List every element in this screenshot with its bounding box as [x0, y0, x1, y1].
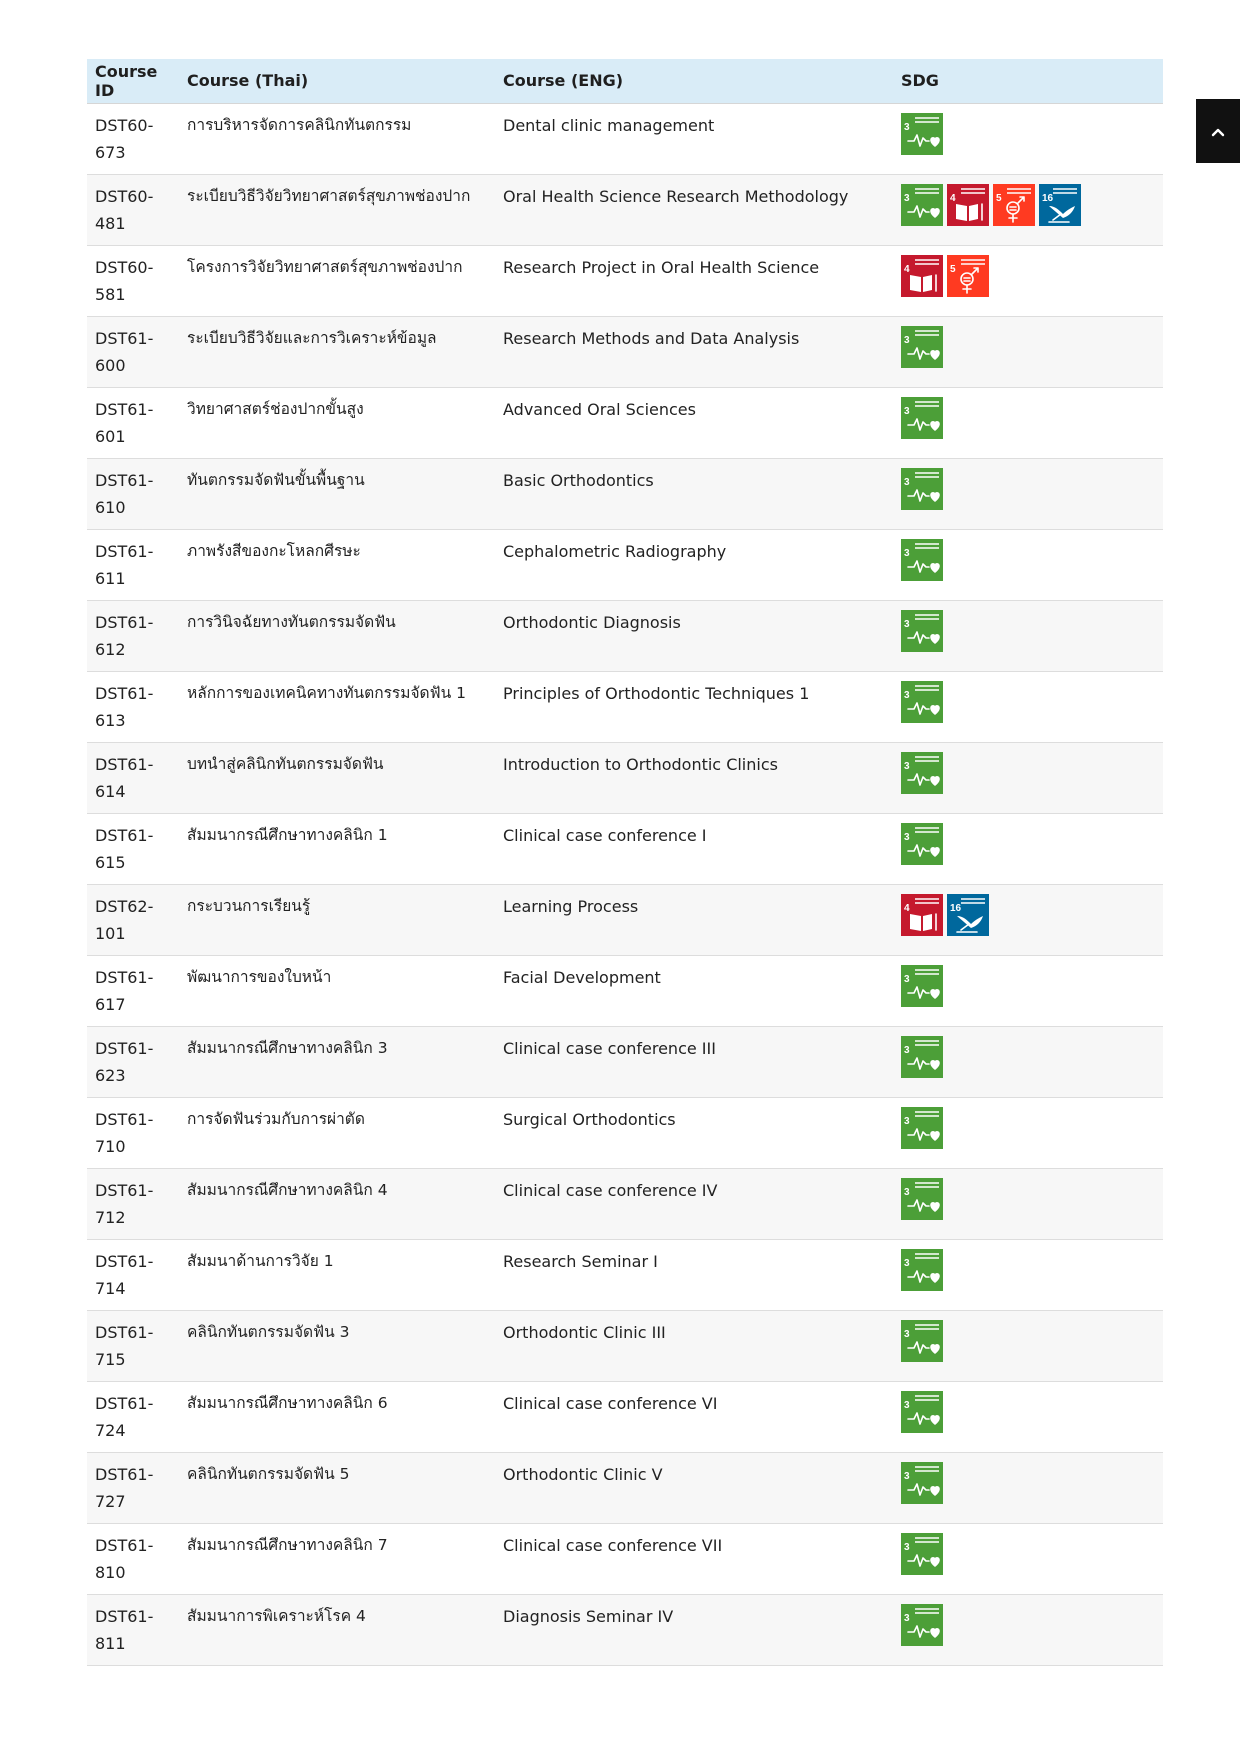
sdg-goal-number: 16 [950, 902, 962, 914]
sdg-goal-number: 3 [904, 1115, 910, 1127]
heartbeat-icon [901, 681, 943, 723]
course-id-prefix: DST60- [95, 115, 154, 135]
table-row [87, 1523, 1163, 1594]
heartbeat-icon [901, 1320, 943, 1362]
course-id-cell [87, 1381, 179, 1452]
sdg-goal-number: 4 [904, 902, 910, 914]
table-header-row [87, 59, 1163, 103]
course-id-prefix: DST61- [95, 1251, 154, 1271]
table-header [87, 59, 1163, 103]
course-id-prefix: DST61- [95, 825, 154, 845]
table-row [87, 387, 1163, 458]
table-row [87, 742, 1163, 813]
sdg-cell [893, 600, 1163, 671]
course-table-container [87, 59, 1163, 1666]
course-id-number: 581 [95, 284, 126, 304]
sdg-3-icon[interactable] [901, 1391, 943, 1433]
course-id-number: 724 [95, 1420, 126, 1440]
course-eng-name: Basic Orthodontics [503, 470, 654, 490]
table-row [87, 1452, 1163, 1523]
course-id-number: 610 [95, 497, 126, 517]
course-thai-name: ระเบียบวิธีวิจัยและการวิเคราะห์ข้อมูล [187, 328, 437, 347]
sdg-icon-list [901, 822, 1155, 865]
sdg-goal-number: 4 [904, 263, 910, 275]
sdg-4-icon[interactable] [947, 184, 989, 226]
sdg-cell [893, 529, 1163, 600]
book-icon [901, 255, 943, 297]
table-row [87, 1239, 1163, 1310]
sdg-icon-list [901, 893, 1155, 936]
course-id-number: 481 [95, 213, 126, 233]
course-id-number: 715 [95, 1349, 126, 1369]
heartbeat-icon [901, 539, 943, 581]
table-row [87, 174, 1163, 245]
sdg-goal-number: 3 [904, 1612, 910, 1624]
table-row [87, 955, 1163, 1026]
sdg-icon-list [901, 467, 1155, 510]
course-id-number: 613 [95, 710, 126, 730]
sdg-3-icon[interactable] [901, 468, 943, 510]
course-id-cell [87, 884, 179, 955]
sdg-icon-list [901, 964, 1155, 1007]
sdg-5-icon[interactable] [993, 184, 1035, 226]
heartbeat-icon [901, 468, 943, 510]
course-thai-name: วิทยาศาสตร์ช่องปากขั้นสูง [187, 399, 364, 418]
sdg-4-icon[interactable] [901, 255, 943, 297]
table-row [87, 1594, 1163, 1665]
course-id-cell [87, 1097, 179, 1168]
course-thai-name: การบริหารจัดการคลินิกทันตกรรม [187, 115, 412, 134]
course-id-prefix: DST61- [95, 1535, 154, 1555]
course-id-prefix: DST61- [95, 1109, 154, 1129]
course-thai-name: สัมมนากรณีศึกษาทางคลินิก 3 [187, 1038, 388, 1057]
sdg-cell [893, 955, 1163, 1026]
sdg-icon-list [901, 1106, 1155, 1149]
sdg-cell [893, 387, 1163, 458]
course-eng-name: Oral Health Science Research Methodology [503, 186, 849, 206]
chevron-up-icon [1211, 122, 1225, 141]
sdg-cell [893, 316, 1163, 387]
course-thai-name: คลินิกทันตกรรมจัดฟัน 5 [187, 1464, 350, 1483]
course-thai-name: การวินิจฉัยทางทันตกรรมจัดฟัน [187, 612, 396, 631]
sdg-3-icon[interactable] [901, 113, 943, 155]
course-eng-name: Clinical case conference VI [503, 1393, 718, 1413]
sdg-3-icon[interactable] [901, 1178, 943, 1220]
sdg-icon-list [901, 1390, 1155, 1433]
table-body [87, 103, 1163, 1665]
sdg-cell [893, 813, 1163, 884]
sdg-goal-number: 3 [904, 547, 910, 559]
sdg-cell [893, 1310, 1163, 1381]
course-id-cell [87, 245, 179, 316]
sdg-16-icon[interactable] [1039, 184, 1081, 226]
course-id-prefix: DST61- [95, 1464, 154, 1484]
sdg-icon-list [901, 680, 1155, 723]
table-row [87, 458, 1163, 529]
sdg-goal-number: 3 [904, 760, 910, 772]
course-eng-name: Orthodontic Clinic V [503, 1464, 663, 1484]
course-thai-name: ทันตกรรมจัดฟันขั้นพื้นฐาน [187, 470, 365, 489]
course-id-cell [87, 103, 179, 174]
sdg-cell [893, 1381, 1163, 1452]
sdg-3-icon[interactable] [901, 1036, 943, 1078]
sdg-goal-number: 5 [996, 192, 1002, 204]
course-id-prefix: DST62- [95, 896, 154, 916]
sdg-cell [893, 174, 1163, 245]
course-thai-name: การจัดฟันร่วมกับการผ่าตัด [187, 1109, 365, 1128]
course-thai-name: โครงการวิจัยวิทยาศาสตร์สุขภาพช่องปาก [187, 257, 463, 276]
header-course-thai: Course (Thai) [179, 59, 495, 103]
sdg-icon-list [901, 183, 1155, 226]
table-row [87, 529, 1163, 600]
course-id-prefix: DST61- [95, 967, 154, 987]
table-row [87, 1310, 1163, 1381]
course-id-cell [87, 1523, 179, 1594]
course-id-prefix: DST61- [95, 1038, 154, 1058]
course-id-cell [87, 174, 179, 245]
sdg-goal-number: 3 [904, 689, 910, 701]
heartbeat-icon [901, 1036, 943, 1078]
sdg-icon-list [901, 396, 1155, 439]
course-eng-name: Research Seminar I [503, 1251, 658, 1271]
course-id-cell [87, 1452, 179, 1523]
heartbeat-icon [901, 1107, 943, 1149]
course-id-cell [87, 813, 179, 884]
table-row [87, 103, 1163, 174]
course-thai-name: บทนำสู่คลินิกทันตกรรมจัดฟัน [187, 754, 384, 773]
course-id-cell [87, 1168, 179, 1239]
course-id-cell [87, 1026, 179, 1097]
heartbeat-icon [901, 397, 943, 439]
heartbeat-icon [901, 113, 943, 155]
course-id-prefix: DST61- [95, 541, 154, 561]
heartbeat-icon [901, 1249, 943, 1291]
table-row [87, 245, 1163, 316]
sdg-3-icon[interactable] [901, 1462, 943, 1504]
sdg-icon-list [901, 1461, 1155, 1504]
sdg-icon-list [901, 254, 1155, 297]
sdg-icon-list [901, 1248, 1155, 1291]
course-id-prefix: DST61- [95, 328, 154, 348]
sdg-cell [893, 1097, 1163, 1168]
sdg-goal-number: 3 [904, 1541, 910, 1553]
course-id-prefix: DST61- [95, 470, 154, 490]
course-eng-name: Research Methods and Data Analysis [503, 328, 800, 348]
course-id-number: 727 [95, 1491, 126, 1511]
course-id-cell [87, 742, 179, 813]
sdg-icon-list [901, 1035, 1155, 1078]
sdg-3-icon[interactable] [901, 1320, 943, 1362]
course-eng-name: Introduction to Orthodontic Clinics [503, 754, 778, 774]
course-id-cell [87, 600, 179, 671]
course-thai-name: สัมมนากรณีศึกษาทางคลินิก 7 [187, 1535, 388, 1554]
table-row [87, 1097, 1163, 1168]
course-id-cell [87, 1594, 179, 1665]
sdg-5-icon[interactable] [947, 255, 989, 297]
table-row [87, 1168, 1163, 1239]
dove-gavel-icon [947, 894, 989, 936]
course-id-cell [87, 458, 179, 529]
sdg-icon-list [901, 751, 1155, 794]
sdg-4-icon[interactable] [901, 894, 943, 936]
sdg-cell [893, 245, 1163, 316]
sdg-3-icon[interactable] [901, 681, 943, 723]
heartbeat-icon [901, 965, 943, 1007]
course-id-number: 710 [95, 1136, 126, 1156]
sdg-cell [893, 1452, 1163, 1523]
sdg-3-icon[interactable] [901, 1533, 943, 1575]
header-course-id: Course ID [87, 59, 179, 103]
sdg-3-icon[interactable] [901, 184, 943, 226]
sdg-icon-list [901, 112, 1155, 155]
course-id-number: 600 [95, 355, 126, 375]
course-eng-name: Principles of Orthodontic Techniques 1 [503, 683, 810, 703]
course-thai-name: ภาพรังสีของกะโหลกศีรษะ [187, 541, 361, 560]
sdg-icon-list [901, 1532, 1155, 1575]
course-thai-name: สัมมนาการพิเคราะห์โรค 4 [187, 1606, 366, 1625]
course-id-prefix: DST61- [95, 1393, 154, 1413]
sdg-cell [893, 1239, 1163, 1310]
course-id-number: 673 [95, 142, 126, 162]
heartbeat-icon [901, 184, 943, 226]
course-thai-name: หลักการของเทคนิคทางทันตกรรมจัดฟัน 1 [187, 683, 466, 702]
sdg-3-icon[interactable] [901, 752, 943, 794]
course-id-prefix: DST60- [95, 186, 154, 206]
sdg-goal-number: 16 [1042, 192, 1054, 204]
course-sdg-table [87, 59, 1163, 1666]
sdg-goal-number: 3 [904, 1257, 910, 1269]
heartbeat-icon [901, 752, 943, 794]
sdg-16-icon[interactable] [947, 894, 989, 936]
course-eng-name: Dental clinic management [503, 115, 715, 135]
course-id-number: 615 [95, 852, 126, 872]
sdg-goal-number: 3 [904, 1328, 910, 1340]
header-course-eng: Course (ENG) [495, 59, 893, 103]
sdg-cell [893, 1523, 1163, 1594]
table-row [87, 671, 1163, 742]
heartbeat-icon [901, 823, 943, 865]
sdg-cell [893, 1026, 1163, 1097]
gender-equality-icon [947, 255, 989, 297]
table-row [87, 316, 1163, 387]
heartbeat-icon [901, 1604, 943, 1646]
course-id-number: 101 [95, 923, 126, 943]
course-thai-name: พัฒนาการของใบหน้า [187, 967, 332, 986]
sdg-3-icon[interactable] [901, 965, 943, 1007]
course-eng-name: Learning Process [503, 896, 639, 916]
table-row [87, 813, 1163, 884]
sdg-cell [893, 103, 1163, 174]
sdg-3-icon[interactable] [901, 539, 943, 581]
course-eng-name: Clinical case conference I [503, 825, 707, 845]
course-thai-name: สัมมนากรณีศึกษาทางคลินิก 6 [187, 1393, 388, 1412]
course-eng-name: Clinical case conference III [503, 1038, 716, 1058]
table-row [87, 600, 1163, 671]
course-id-cell [87, 316, 179, 387]
course-id-cell [87, 1239, 179, 1310]
sdg-cell [893, 884, 1163, 955]
course-id-number: 612 [95, 639, 126, 659]
sdg-cell [893, 742, 1163, 813]
course-id-cell [87, 1310, 179, 1381]
sdg-icon-list [901, 609, 1155, 652]
book-icon [947, 184, 989, 226]
sdg-3-icon[interactable] [901, 397, 943, 439]
sdg-goal-number: 3 [904, 1186, 910, 1198]
course-id-number: 811 [95, 1633, 126, 1653]
sdg-3-icon[interactable] [901, 1604, 943, 1646]
sdg-cell [893, 671, 1163, 742]
book-icon [901, 894, 943, 936]
course-id-cell [87, 955, 179, 1026]
sdg-goal-number: 3 [904, 1044, 910, 1056]
course-eng-name: Advanced Oral Sciences [503, 399, 696, 419]
heartbeat-icon [901, 610, 943, 652]
course-eng-name: Orthodontic Diagnosis [503, 612, 681, 632]
course-id-number: 714 [95, 1278, 126, 1298]
course-eng-name: Surgical Orthodontics [503, 1109, 676, 1129]
course-id-prefix: DST61- [95, 1606, 154, 1626]
course-thai-name: สัมมนาด้านการวิจัย 1 [187, 1251, 334, 1270]
sdg-goal-number: 3 [904, 121, 910, 133]
sdg-icon-list [901, 1319, 1155, 1362]
sdg-icon-list [901, 325, 1155, 368]
sdg-goal-number: 3 [904, 1399, 910, 1411]
course-eng-name: Cephalometric Radiography [503, 541, 727, 561]
sdg-3-icon[interactable] [901, 326, 943, 368]
course-id-number: 611 [95, 568, 126, 588]
sdg-goal-number: 3 [904, 973, 910, 985]
course-id-number: 712 [95, 1207, 126, 1227]
course-id-prefix: DST61- [95, 399, 154, 419]
course-id-cell [87, 529, 179, 600]
sdg-cell [893, 458, 1163, 529]
heartbeat-icon [901, 1462, 943, 1504]
course-id-prefix: DST61- [95, 1322, 154, 1342]
sdg-goal-number: 3 [904, 405, 910, 417]
course-eng-name: Orthodontic Clinic III [503, 1322, 666, 1342]
sdg-cell [893, 1168, 1163, 1239]
sdg-goal-number: 3 [904, 1470, 910, 1482]
course-id-number: 810 [95, 1562, 126, 1582]
sdg-3-icon[interactable] [901, 1249, 943, 1291]
course-eng-name: Clinical case conference VII [503, 1535, 723, 1555]
header-sdg: SDG [893, 59, 1163, 103]
sdg-3-icon[interactable] [901, 610, 943, 652]
course-eng-name: Facial Development [503, 967, 661, 987]
course-thai-name: สัมมนากรณีศึกษาทางคลินิก 4 [187, 1180, 388, 1199]
sdg-3-icon[interactable] [901, 1107, 943, 1149]
sdg-goal-number: 5 [950, 263, 956, 275]
course-id-prefix: DST61- [95, 683, 154, 703]
course-thai-name: คลินิกทันตกรรมจัดฟัน 3 [187, 1322, 350, 1341]
course-thai-name: สัมมนากรณีศึกษาทางคลินิก 1 [187, 825, 388, 844]
course-thai-name: กระบวนการเรียนรู้ [187, 896, 311, 915]
gender-equality-icon [993, 184, 1035, 226]
heartbeat-icon [901, 1391, 943, 1433]
heartbeat-icon [901, 1533, 943, 1575]
course-id-cell [87, 387, 179, 458]
table-row [87, 884, 1163, 955]
sdg-goal-number: 3 [904, 192, 910, 204]
course-id-prefix: DST60- [95, 257, 154, 277]
heartbeat-icon [901, 1178, 943, 1220]
course-id-number: 601 [95, 426, 126, 446]
heartbeat-icon [901, 326, 943, 368]
course-thai-name: ระเบียบวิธีวิจัยวิทยาศาสตร์สุขภาพช่องปาก [187, 186, 471, 205]
course-id-number: 623 [95, 1065, 126, 1085]
course-id-prefix: DST61- [95, 1180, 154, 1200]
course-eng-name: Research Project in Oral Health Science [503, 257, 820, 277]
sdg-cell [893, 1594, 1163, 1665]
course-id-number: 614 [95, 781, 126, 801]
sdg-icon-list [901, 538, 1155, 581]
back-to-top-button[interactable] [1196, 99, 1240, 163]
course-eng-name: Diagnosis Seminar IV [503, 1606, 674, 1626]
sdg-goal-number: 3 [904, 831, 910, 843]
course-id-prefix: DST61- [95, 612, 154, 632]
sdg-goal-number: 4 [950, 192, 956, 204]
sdg-icon-list [901, 1177, 1155, 1220]
course-id-prefix: DST61- [95, 754, 154, 774]
dove-gavel-icon [1039, 184, 1081, 226]
sdg-3-icon[interactable] [901, 823, 943, 865]
course-id-number: 617 [95, 994, 126, 1014]
sdg-goal-number: 3 [904, 476, 910, 488]
sdg-goal-number: 3 [904, 334, 910, 346]
course-id-cell [87, 671, 179, 742]
table-row [87, 1381, 1163, 1452]
table-row [87, 1026, 1163, 1097]
sdg-icon-list [901, 1603, 1155, 1646]
sdg-goal-number: 3 [904, 618, 910, 630]
course-eng-name: Clinical case conference IV [503, 1180, 718, 1200]
